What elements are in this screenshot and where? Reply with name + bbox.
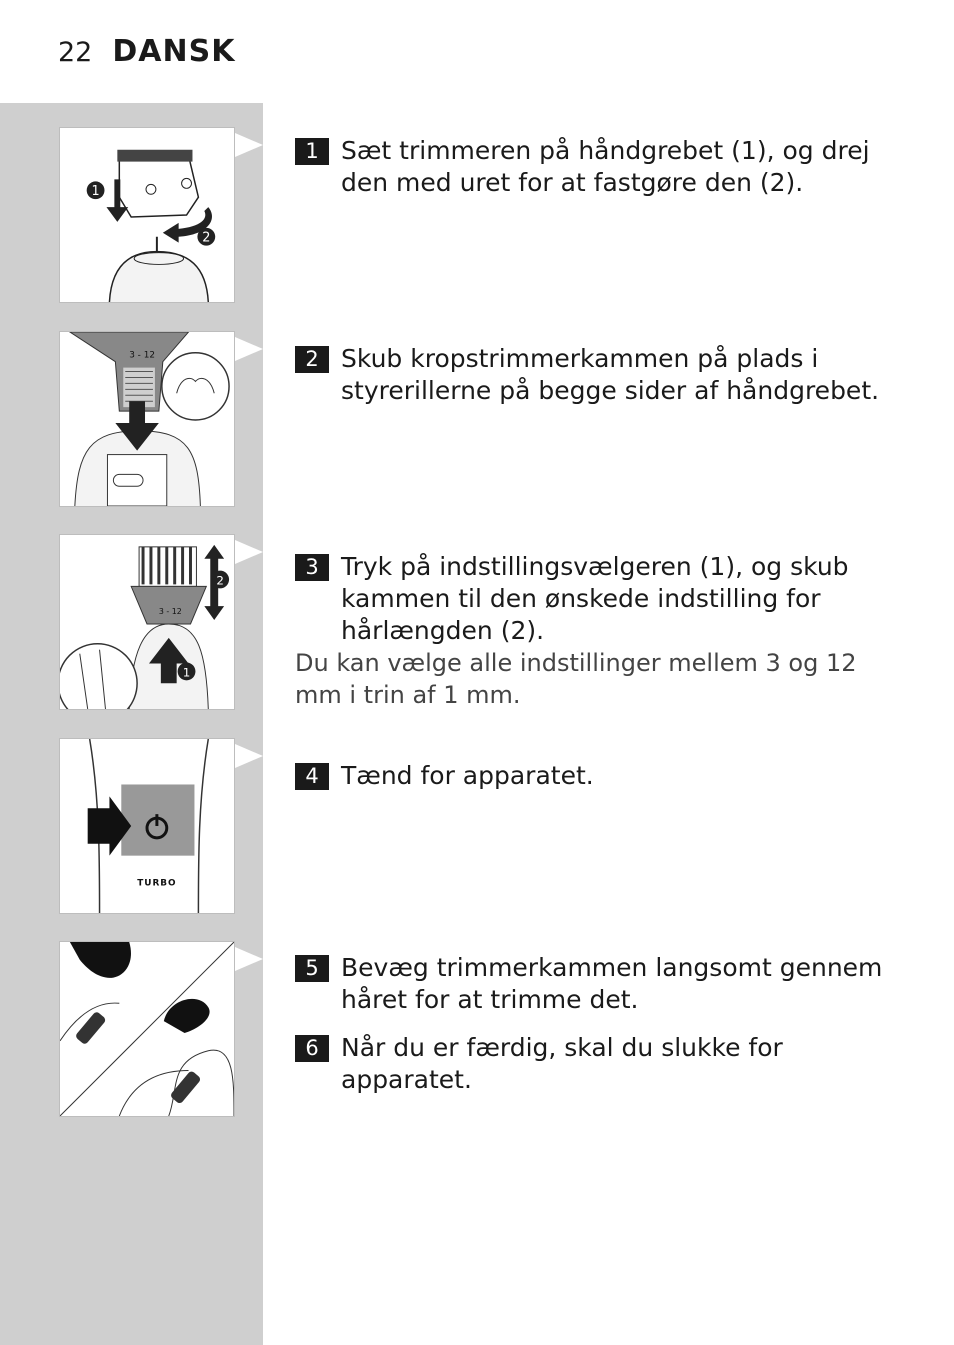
figure-setting-selector bbox=[59, 534, 235, 710]
step-number-badge: 4 bbox=[295, 763, 329, 790]
trimming-illustration bbox=[60, 942, 234, 1116]
step-number-badge: 1 bbox=[295, 138, 329, 165]
figure-pointer bbox=[235, 540, 263, 564]
step-number-badge: 3 bbox=[295, 554, 329, 581]
step-note: Du kan vælge alle indstillinger mellem 3 og 12 mm i trin af 1 mm. bbox=[295, 649, 857, 709]
page-header bbox=[58, 34, 235, 74]
figure-body-comb bbox=[59, 331, 235, 507]
step-text: Når du er færdig, skal du slukke for apparatet. bbox=[341, 1033, 783, 1094]
step-text: Skub kropstrimmerkammen på plads i styrerillerne på begge sider af håndgrebet. bbox=[341, 344, 880, 405]
step-5 bbox=[295, 952, 895, 1016]
page-number: 22 bbox=[58, 37, 93, 68]
step-number-badge: 6 bbox=[295, 1035, 329, 1062]
figure-pointer bbox=[235, 744, 263, 768]
callout-2: 2 bbox=[202, 230, 211, 246]
figure-attach-trimmer bbox=[59, 127, 235, 303]
setting-selector-illustration bbox=[60, 535, 234, 709]
figure-pointer bbox=[235, 133, 263, 157]
step-text: Sæt trimmeren på håndgrebet (1), og drej den med uret for at fastgøre den (2). bbox=[341, 136, 870, 197]
step-text: Tænd for apparatet. bbox=[341, 761, 594, 790]
comb-range-label: 3 - 12 bbox=[129, 350, 156, 361]
callout-1: 1 bbox=[182, 665, 191, 680]
step-number-badge: 2 bbox=[295, 346, 329, 373]
callout-1: 1 bbox=[91, 184, 100, 200]
figure-trimming bbox=[59, 941, 235, 1117]
attach-trimmer-illustration bbox=[60, 128, 234, 302]
step-text: Tryk på indstillingsvælgeren (1), og skub kammen til den ønskede indstilling for hårlængden (2). bbox=[341, 552, 849, 645]
figure-power-button bbox=[59, 738, 235, 914]
callout-2: 2 bbox=[216, 573, 224, 588]
step-1 bbox=[295, 135, 895, 199]
step-text: Bevæg trimmerkammen langsomt gennem håret for at trimme det. bbox=[341, 953, 883, 1014]
comb-range-label: 3 - 12 bbox=[158, 607, 182, 617]
figure-pointer bbox=[235, 337, 263, 361]
section-title: DANSK bbox=[112, 34, 236, 69]
step-3 bbox=[295, 551, 895, 711]
figure-pointer bbox=[235, 947, 263, 971]
turbo-label: TURBO bbox=[137, 878, 177, 889]
step-2 bbox=[295, 343, 895, 407]
step-number-badge: 5 bbox=[295, 955, 329, 982]
step-6 bbox=[295, 1032, 895, 1096]
step-4 bbox=[295, 760, 895, 792]
power-button-illustration bbox=[60, 739, 234, 913]
body-comb-illustration bbox=[60, 332, 234, 506]
